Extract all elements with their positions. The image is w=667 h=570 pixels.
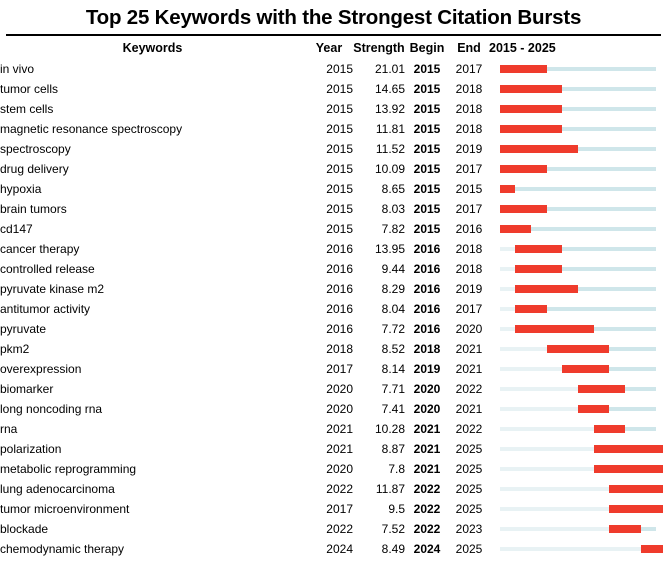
row-end: 2019 xyxy=(455,282,483,296)
burst-segment xyxy=(594,445,664,453)
row-keyword: long noncoding rna xyxy=(0,402,103,416)
column-header-strength: Strength xyxy=(353,41,405,55)
row-keyword: chemodynamic therapy xyxy=(0,542,125,556)
row-strength: 9.44 xyxy=(381,262,405,276)
row-year: 2022 xyxy=(326,482,353,496)
row-strength: 14.65 xyxy=(374,82,405,96)
title-divider xyxy=(6,34,661,36)
burst-segment xyxy=(500,225,531,233)
row-strength: 10.09 xyxy=(374,162,405,176)
table-row xyxy=(0,239,667,259)
row-year: 2015 xyxy=(326,82,353,96)
timeline-pre-segment xyxy=(500,287,516,291)
row-end: 2017 xyxy=(455,202,483,216)
burst-segment xyxy=(562,365,609,373)
row-year: 2017 xyxy=(326,362,353,376)
burst-segment xyxy=(594,425,625,433)
row-end: 2021 xyxy=(455,362,483,376)
row-year: 2020 xyxy=(326,462,353,476)
table-row xyxy=(0,199,667,219)
table-row xyxy=(0,539,667,559)
row-timeline xyxy=(489,179,667,199)
row-begin: 2021 xyxy=(413,462,441,476)
row-timeline xyxy=(489,59,667,79)
table-header-row xyxy=(0,38,667,59)
column-header-keywords: Keywords xyxy=(122,41,183,55)
table-row xyxy=(0,339,667,359)
row-timeline xyxy=(489,439,667,459)
row-timeline xyxy=(489,119,667,139)
timeline-pre-segment xyxy=(500,447,594,451)
row-strength: 7.8 xyxy=(388,462,405,476)
row-year: 2018 xyxy=(326,342,353,356)
table-row xyxy=(0,299,667,319)
row-timeline xyxy=(489,519,667,539)
table-row xyxy=(0,319,667,339)
row-timeline xyxy=(489,419,667,439)
row-strength: 13.92 xyxy=(374,102,405,116)
row-year: 2016 xyxy=(326,242,353,256)
row-keyword: pkm2 xyxy=(0,342,30,356)
row-end: 2023 xyxy=(455,522,483,536)
row-timeline xyxy=(489,299,667,319)
row-strength: 8.29 xyxy=(381,282,405,296)
row-end: 2018 xyxy=(455,262,483,276)
row-end: 2019 xyxy=(455,142,483,156)
row-keyword: biomarker xyxy=(0,382,54,396)
row-strength: 8.52 xyxy=(381,342,405,356)
row-year: 2020 xyxy=(326,382,353,396)
row-keyword: spectroscopy xyxy=(0,142,71,156)
row-begin: 2016 xyxy=(413,282,441,296)
table-row xyxy=(0,459,667,479)
row-year: 2021 xyxy=(326,422,353,436)
column-header-end: End xyxy=(457,41,481,55)
row-strength: 8.65 xyxy=(381,182,405,196)
row-strength: 8.87 xyxy=(381,442,405,456)
timeline-pre-segment xyxy=(500,367,563,371)
row-keyword: controlled release xyxy=(0,262,95,276)
row-end: 2025 xyxy=(455,442,483,456)
column-header-timeline: 2015 - 2025 xyxy=(489,41,556,55)
row-strength: 11.81 xyxy=(375,122,405,136)
burst-segment xyxy=(609,525,640,533)
table-row xyxy=(0,59,667,79)
timeline-post-segment xyxy=(531,167,656,171)
row-timeline xyxy=(489,199,667,219)
row-begin: 2020 xyxy=(413,402,441,416)
row-strength: 9.5 xyxy=(388,502,405,516)
timeline-pre-segment xyxy=(500,347,547,351)
row-end: 2016 xyxy=(455,222,483,236)
row-begin: 2016 xyxy=(413,262,441,276)
row-end: 2018 xyxy=(455,242,483,256)
row-keyword: in vivo xyxy=(0,62,35,76)
row-begin: 2022 xyxy=(413,522,441,536)
table-row xyxy=(0,399,667,419)
row-begin: 2021 xyxy=(413,442,441,456)
burst-segment xyxy=(500,65,547,73)
timeline-pre-segment xyxy=(500,327,516,331)
row-timeline xyxy=(489,539,667,559)
table-row xyxy=(0,259,667,279)
row-year: 2022 xyxy=(326,522,353,536)
row-begin: 2016 xyxy=(413,242,441,256)
burst-segment xyxy=(500,125,563,133)
table-row xyxy=(0,119,667,139)
row-year: 2017 xyxy=(326,502,353,516)
row-timeline xyxy=(489,279,667,299)
row-end: 2025 xyxy=(455,542,483,556)
timeline-post-segment xyxy=(547,87,657,91)
timeline-pre-segment xyxy=(500,527,610,531)
burst-segment xyxy=(609,505,663,513)
row-strength: 8.04 xyxy=(381,302,405,316)
row-end: 2025 xyxy=(455,482,483,496)
row-timeline xyxy=(489,499,667,519)
row-timeline xyxy=(489,479,667,499)
table-body xyxy=(0,59,667,559)
row-strength: 10.28 xyxy=(374,422,405,436)
row-timeline xyxy=(489,239,667,259)
row-begin: 2015 xyxy=(413,202,441,216)
row-end: 2018 xyxy=(455,82,483,96)
row-year: 2015 xyxy=(326,222,353,236)
row-timeline xyxy=(489,159,667,179)
timeline-pre-segment xyxy=(500,387,578,391)
row-keyword: cd147 xyxy=(0,222,33,236)
row-begin: 2015 xyxy=(413,122,441,136)
page-title: Top 25 Keywords with the Strongest Citation Bursts xyxy=(85,6,582,29)
table-row xyxy=(0,419,667,439)
row-end: 2025 xyxy=(455,462,483,476)
row-begin: 2022 xyxy=(413,502,441,516)
row-keyword: cancer therapy xyxy=(0,242,80,256)
row-strength: 8.49 xyxy=(381,542,405,556)
row-timeline xyxy=(489,459,667,479)
row-strength: 7.71 xyxy=(381,382,405,396)
row-end: 2017 xyxy=(455,62,483,76)
row-keyword: stem cells xyxy=(0,102,54,116)
row-end: 2018 xyxy=(455,102,483,116)
timeline-pre-segment xyxy=(500,487,610,491)
burst-segment xyxy=(578,385,625,393)
row-begin: 2015 xyxy=(413,62,441,76)
timeline-pre-segment xyxy=(500,247,516,251)
timeline-post-segment xyxy=(547,267,657,271)
row-strength: 7.82 xyxy=(381,222,405,236)
row-begin: 2024 xyxy=(413,542,441,556)
row-strength: 8.03 xyxy=(381,202,405,216)
row-year: 2015 xyxy=(326,162,353,176)
table-row xyxy=(0,99,667,119)
row-begin: 2015 xyxy=(413,162,441,176)
row-timeline xyxy=(489,99,667,119)
timeline-pre-segment xyxy=(500,467,594,471)
row-timeline xyxy=(489,139,667,159)
burst-segment xyxy=(547,345,610,353)
row-year: 2015 xyxy=(326,102,353,116)
row-end: 2025 xyxy=(455,502,483,516)
row-strength: 7.41 xyxy=(381,402,405,416)
table-row xyxy=(0,379,667,399)
column-header-year: Year xyxy=(315,41,343,55)
burst-segment xyxy=(515,325,593,333)
row-year: 2015 xyxy=(326,202,353,216)
burst-segment xyxy=(578,405,609,413)
timeline-pre-segment xyxy=(500,507,610,511)
table-row xyxy=(0,179,667,199)
row-keyword: tumor microenvironment xyxy=(0,502,130,516)
row-year: 2016 xyxy=(326,302,353,316)
row-end: 2022 xyxy=(455,422,483,436)
timeline-pre-segment xyxy=(500,547,641,551)
row-keyword: lung adenocarcinoma xyxy=(0,482,115,496)
row-strength: 11.52 xyxy=(375,142,405,156)
row-keyword: blockade xyxy=(0,522,49,536)
burst-segment xyxy=(515,285,578,293)
table-row xyxy=(0,439,667,459)
row-end: 2018 xyxy=(455,122,483,136)
burst-segment xyxy=(609,485,663,493)
timeline-post-segment xyxy=(547,107,657,111)
row-begin: 2015 xyxy=(413,182,441,196)
row-keyword: hypoxia xyxy=(0,182,42,196)
burst-segment xyxy=(500,205,547,213)
timeline-post-segment xyxy=(547,247,657,251)
row-timeline xyxy=(489,339,667,359)
row-keyword: magnetic resonance spectroscopy xyxy=(0,122,183,136)
row-timeline xyxy=(489,379,667,399)
row-timeline xyxy=(489,399,667,419)
row-end: 2017 xyxy=(455,162,483,176)
row-keyword: pyruvate xyxy=(0,322,47,336)
burst-segment xyxy=(500,165,547,173)
row-begin: 2021 xyxy=(413,422,441,436)
burst-segment xyxy=(500,85,563,93)
row-end: 2021 xyxy=(455,342,483,356)
timeline-pre-segment xyxy=(500,427,594,431)
table-row xyxy=(0,159,667,179)
row-strength: 7.52 xyxy=(381,522,405,536)
row-strength: 21.01 xyxy=(374,62,405,76)
row-year: 2015 xyxy=(326,182,353,196)
row-timeline xyxy=(489,319,667,339)
timeline-post-segment xyxy=(531,67,656,71)
row-keyword: drug delivery xyxy=(0,162,69,176)
timeline-post-segment xyxy=(531,307,656,311)
row-keyword: pyruvate kinase m2 xyxy=(0,282,105,296)
citation-burst-table xyxy=(0,38,667,559)
table-row xyxy=(0,359,667,379)
row-begin: 2015 xyxy=(413,222,441,236)
row-end: 2020 xyxy=(455,322,483,336)
row-keyword: metabolic reprogramming xyxy=(0,462,137,476)
burst-segment xyxy=(500,105,563,113)
row-begin: 2015 xyxy=(413,142,441,156)
row-begin: 2015 xyxy=(413,102,441,116)
row-year: 2016 xyxy=(326,282,353,296)
row-year: 2021 xyxy=(326,442,353,456)
column-header-begin: Begin xyxy=(409,41,445,55)
table-row xyxy=(0,279,667,299)
row-begin: 2018 xyxy=(413,342,441,356)
row-timeline xyxy=(489,219,667,239)
table-row xyxy=(0,139,667,159)
row-keyword: brain tumors xyxy=(0,202,67,216)
row-begin: 2022 xyxy=(413,482,441,496)
table-row xyxy=(0,499,667,519)
timeline-post-segment xyxy=(531,207,656,211)
table-row xyxy=(0,519,667,539)
row-keyword: antitumor activity xyxy=(0,302,91,316)
row-keyword: rna xyxy=(0,422,18,436)
row-year: 2015 xyxy=(326,62,353,76)
row-begin: 2020 xyxy=(413,382,441,396)
row-timeline xyxy=(489,359,667,379)
row-begin: 2016 xyxy=(413,322,441,336)
row-begin: 2016 xyxy=(413,302,441,316)
row-year: 2016 xyxy=(326,322,353,336)
row-strength: 8.14 xyxy=(381,362,405,376)
row-year: 2016 xyxy=(326,262,353,276)
table-row xyxy=(0,79,667,99)
row-strength: 11.87 xyxy=(375,482,405,496)
row-strength: 7.72 xyxy=(381,322,405,336)
timeline-post-segment xyxy=(547,127,657,131)
row-end: 2017 xyxy=(455,302,483,316)
table-row xyxy=(0,219,667,239)
timeline-pre-segment xyxy=(500,267,516,271)
row-begin: 2015 xyxy=(413,82,441,96)
row-end: 2015 xyxy=(455,182,483,196)
row-year: 2015 xyxy=(326,122,353,136)
burst-segment xyxy=(515,245,562,253)
timeline-pre-segment xyxy=(500,407,578,411)
timeline-post-segment xyxy=(515,227,656,231)
row-year: 2024 xyxy=(326,542,353,556)
timeline-post-segment xyxy=(500,187,657,191)
row-year: 2015 xyxy=(326,142,353,156)
row-keyword: overexpression xyxy=(0,362,82,376)
row-timeline xyxy=(489,79,667,99)
row-keyword: polarization xyxy=(0,442,62,456)
row-timeline xyxy=(489,259,667,279)
row-end: 2021 xyxy=(455,402,483,416)
burst-segment xyxy=(500,145,578,153)
row-end: 2022 xyxy=(455,382,483,396)
row-keyword: tumor cells xyxy=(0,82,59,96)
burst-segment xyxy=(500,185,516,193)
burst-segment xyxy=(594,465,664,473)
row-year: 2020 xyxy=(326,402,353,416)
row-begin: 2019 xyxy=(413,362,441,376)
burst-segment xyxy=(515,305,546,313)
timeline-pre-segment xyxy=(500,307,516,311)
row-strength: 13.95 xyxy=(374,242,405,256)
burst-segment xyxy=(641,545,664,553)
table-row xyxy=(0,479,667,499)
burst-segment xyxy=(515,265,562,273)
